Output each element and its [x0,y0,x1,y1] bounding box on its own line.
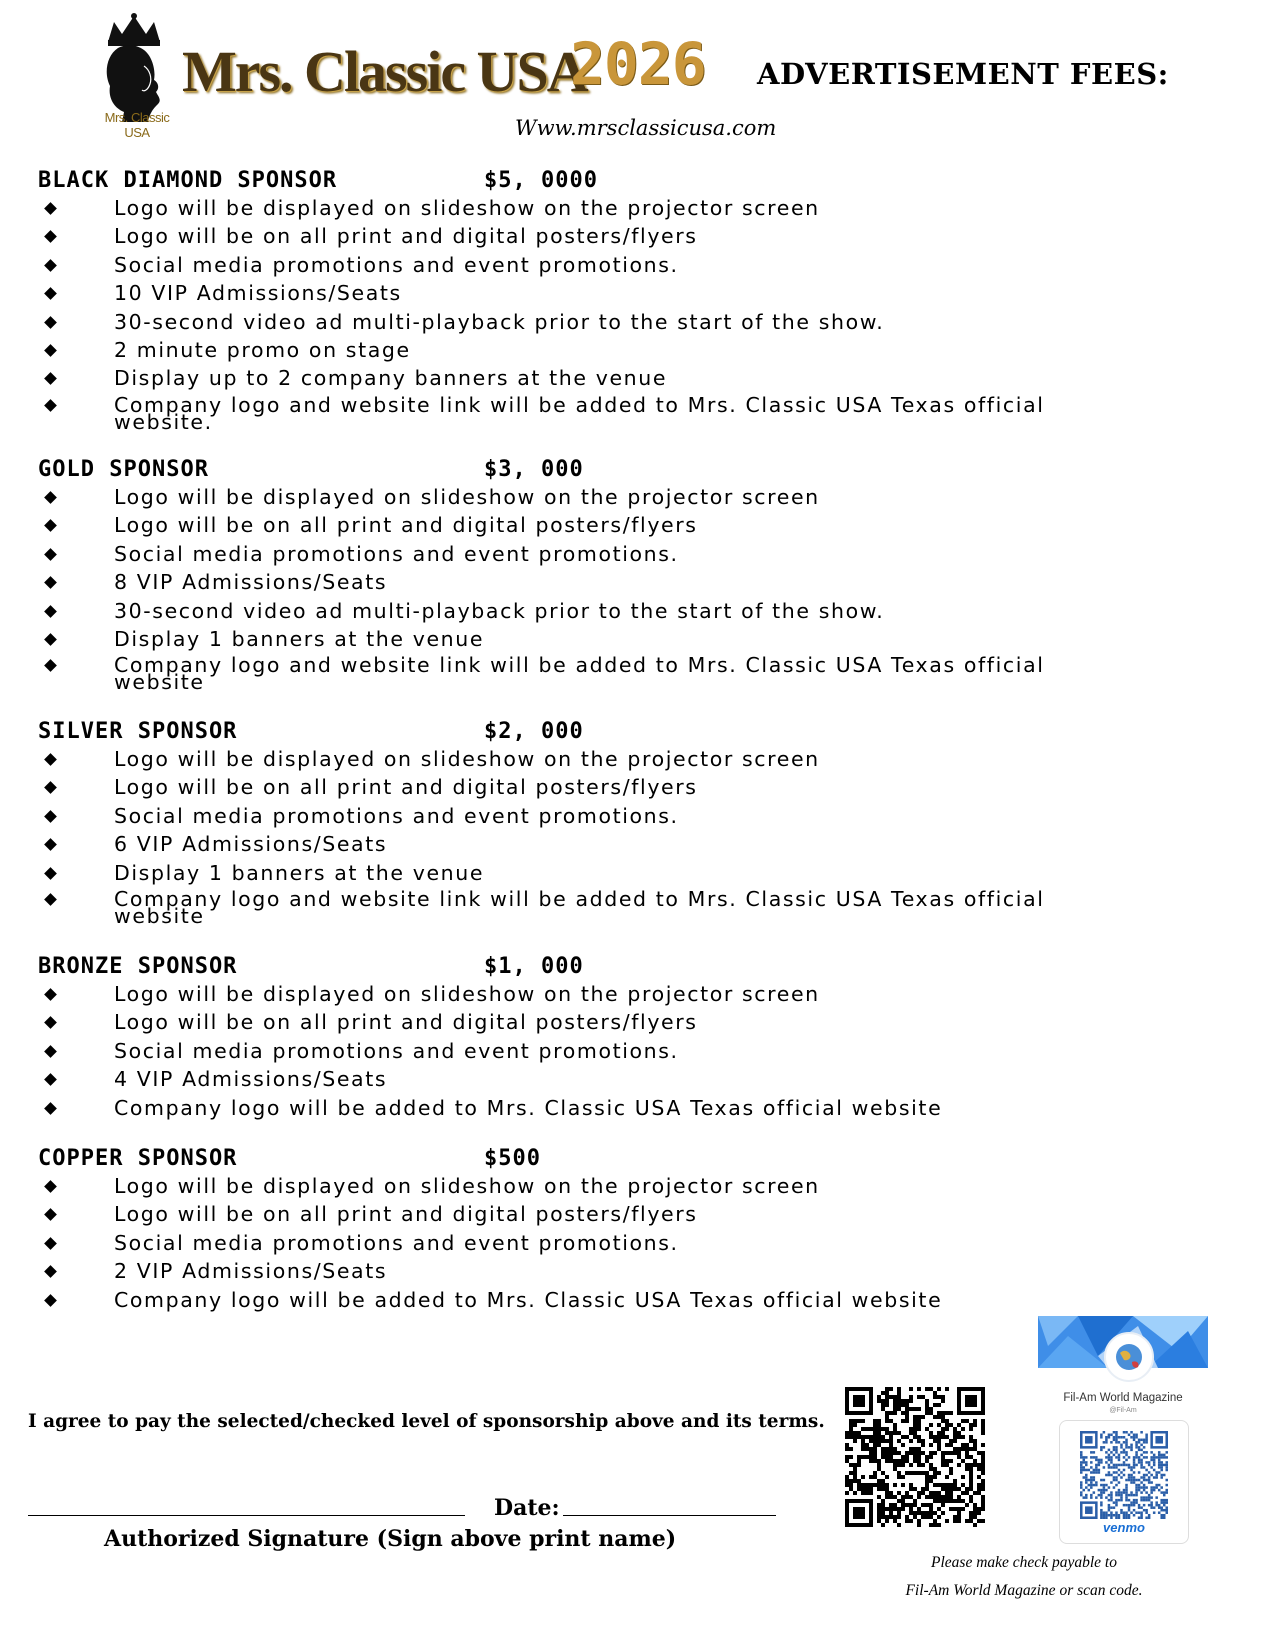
diamond-bullet-icon [44,202,57,215]
list-item [38,392,1098,434]
diamond-bullet-icon [44,1209,57,1222]
diamond-bullet-icon [44,810,57,823]
list-item [38,859,1178,887]
qr-code-icon [845,1387,985,1527]
list-item [38,597,1178,625]
sponsor-title: BLACK DIAMOND SPONSOR [38,168,338,193]
benefit-text: Logo will be displayed on slideshow on the projector screen [114,1174,820,1198]
payment-note-line-2: Fil-Am World Magazine or scan code. [905,1582,1143,1599]
benefit-text: Company logo will be added to Mrs. Classic USA Texas official website [114,1095,943,1120]
diamond-bullet-icon [44,372,57,385]
sponsor-price: $2, 000 [484,719,584,744]
diamond-bullet-icon [44,287,57,300]
sponsor-header [38,954,1178,980]
list-item [38,540,1178,568]
diamond-bullet-icon [44,988,57,1001]
list-item [38,568,1178,596]
benefit-text: Display 1 banners at the venue [114,860,485,885]
diamond-bullet-icon [44,231,57,244]
logo-caption: Mrs. Classic USA [104,110,170,140]
brand-year: 2026 [570,30,706,98]
benefit-text: Logo will be displayed on slideshow on the projector screen [114,196,820,220]
benefit-text: 2 VIP Admissions/Seats [114,1259,388,1284]
page-title: ADVERTISEMENT FEES: [757,57,1169,91]
list-item [38,308,1178,336]
diamond-bullet-icon [44,399,57,412]
sponsor-price: $500 [484,1146,541,1171]
benefit-text: Company logo and website link will be added to Mrs. Classic USA Texas official website [114,653,1045,695]
benefit-text: 10 VIP Admissions/Seats [114,281,402,306]
list-item [38,745,1178,773]
list-item [38,1200,1178,1228]
list-item [38,336,1178,364]
benefit-text: Logo will be on all print and digital posters/flyers [114,513,698,538]
list-item [38,1008,1178,1036]
sponsor-header [38,1146,1178,1172]
benefit-text: 6 VIP Admissions/Seats [114,832,388,857]
sponsor-header [38,719,1178,745]
benefit-text: Company logo will be added to Mrs. Classic USA Texas official website [114,1287,943,1312]
diamond-bullet-icon [44,782,57,795]
globe-icon [1106,1334,1152,1380]
diamond-bullet-icon [44,520,57,533]
list-item [38,653,1098,695]
list-item [38,483,1178,511]
sponsor-header [38,457,1178,483]
list-item [38,802,1178,830]
sponsor-title: SILVER SPONSOR [38,719,238,744]
list-item [38,1172,1178,1200]
list-item [38,773,1178,801]
agreement-text: I agree to pay the selected/checked level of sponsorship above and its terms. [28,1411,825,1432]
diamond-bullet-icon [44,838,57,851]
benefit-list [38,1172,1178,1314]
date-line[interactable] [563,1515,776,1516]
date-label: Date: [494,1495,560,1521]
diamond-bullet-icon [44,633,57,646]
diamond-bullet-icon [44,753,57,766]
diamond-bullet-icon [44,576,57,589]
payment-note-line-1: Please make check payable to [931,1554,1117,1571]
list-item [38,279,1178,307]
benefit-text: Logo will be on all print and digital posters/flyers [114,224,698,249]
diamond-bullet-icon [44,1294,57,1307]
sponsor-section [38,719,1178,928]
benefit-text: Display up to 2 company banners at the venue [114,366,668,391]
diamond-bullet-icon [44,893,57,906]
sponsor-title: COPPER SPONSOR [38,1146,238,1171]
list-item [38,886,1098,928]
list-item [38,1065,1178,1093]
sponsor-price: $1, 000 [484,954,584,979]
brand-name: Mrs. Classic USA [182,39,587,104]
benefit-text: Social media promotions and event promotions. [114,803,679,828]
sponsor-title: GOLD SPONSOR [38,457,209,482]
benefit-text: Display 1 banners at the venue [114,626,485,651]
diamond-bullet-icon [44,1017,57,1030]
benefit-text: Logo will be on all print and digital posters/flyers [114,1202,698,1227]
benefit-text: Logo will be on all print and digital posters/flyers [114,1010,698,1035]
list-item [38,1037,1178,1065]
sponsor-header [38,168,1178,194]
list-item [38,625,1178,653]
list-item [38,1094,1178,1122]
benefit-text: Logo will be displayed on slideshow on the projector screen [114,747,820,771]
list-item [38,1286,1178,1314]
diamond-bullet-icon [44,605,57,618]
signature-caption: Authorized Signature (Sign above print name) [104,1526,677,1552]
benefit-list [38,483,1178,695]
list-item [38,830,1178,858]
benefit-list [38,745,1178,928]
venmo-qr-code-icon [1080,1431,1168,1519]
benefit-text: 30-second video ad multi-playback prior to the start of the show. [114,598,885,623]
diamond-bullet-icon [44,1180,57,1193]
benefit-list [38,194,1178,434]
diamond-bullet-icon [44,548,57,561]
diamond-bullet-icon [44,1237,57,1250]
benefit-text: 30-second video ad multi-playback prior to the start of the show. [114,309,885,334]
diamond-bullet-icon [44,344,57,357]
venmo-card [1038,1316,1208,1544]
venmo-avatar [1104,1332,1154,1382]
sponsor-section [38,954,1178,1122]
benefit-text: Company logo and website link will be added to Mrs. Classic USA Texas official website [114,886,1045,928]
sponsor-section [38,1146,1178,1314]
benefit-text: 8 VIP Admissions/Seats [114,570,388,595]
benefit-text: Logo will be on all print and digital posters/flyers [114,775,698,800]
website-url: Www.mrsclassicusa.com [515,116,777,140]
list-item [38,194,1178,222]
diamond-bullet-icon [44,1102,57,1115]
benefit-text: 4 VIP Admissions/Seats [114,1067,388,1092]
benefit-text: Social media promotions and event promotions. [114,252,679,277]
benefit-text: 2 minute promo on stage [114,337,411,362]
signature-line[interactable] [28,1515,465,1516]
benefit-text: Social media promotions and event promotions. [114,541,679,566]
list-item [38,364,1178,392]
benefit-text: Logo will be displayed on slideshow on the projector screen [114,485,820,509]
diamond-bullet-icon [44,1045,57,1058]
sponsor-price: $3, 000 [484,457,584,482]
diamond-bullet-icon [44,1073,57,1086]
diamond-bullet-icon [44,867,57,880]
diamond-bullet-icon [44,316,57,329]
venmo-wordmark: venmo [1103,1520,1145,1535]
list-item [38,980,1178,1008]
sponsor-section [38,168,1178,434]
venmo-account-name: Fil-Am World Magazine [1063,1392,1183,1404]
sponsor-title: BRONZE SPONSOR [38,954,238,979]
diamond-bullet-icon [44,1265,57,1278]
list-item [38,511,1178,539]
venmo-qr-box [1059,1420,1189,1544]
sponsor-price: $5, 0000 [484,168,598,193]
benefit-text: Company logo and website link will be added to Mrs. Classic USA Texas official website. [114,392,1045,434]
diamond-bullet-icon [44,259,57,272]
list-item [38,1229,1178,1257]
benefit-text: Social media promotions and event promotions. [114,1038,679,1063]
list-item [38,251,1178,279]
benefit-text: Logo will be displayed on slideshow on the projector screen [114,982,820,1006]
list-item [38,1257,1178,1285]
sponsor-section [38,457,1178,695]
diamond-bullet-icon [44,491,57,504]
diamond-bullet-icon [44,659,57,672]
list-item [38,222,1178,250]
benefit-list [38,980,1178,1122]
benefit-text: Social media promotions and event promotions. [114,1230,679,1255]
venmo-account-handle: @Fil-Am [1109,1407,1137,1414]
